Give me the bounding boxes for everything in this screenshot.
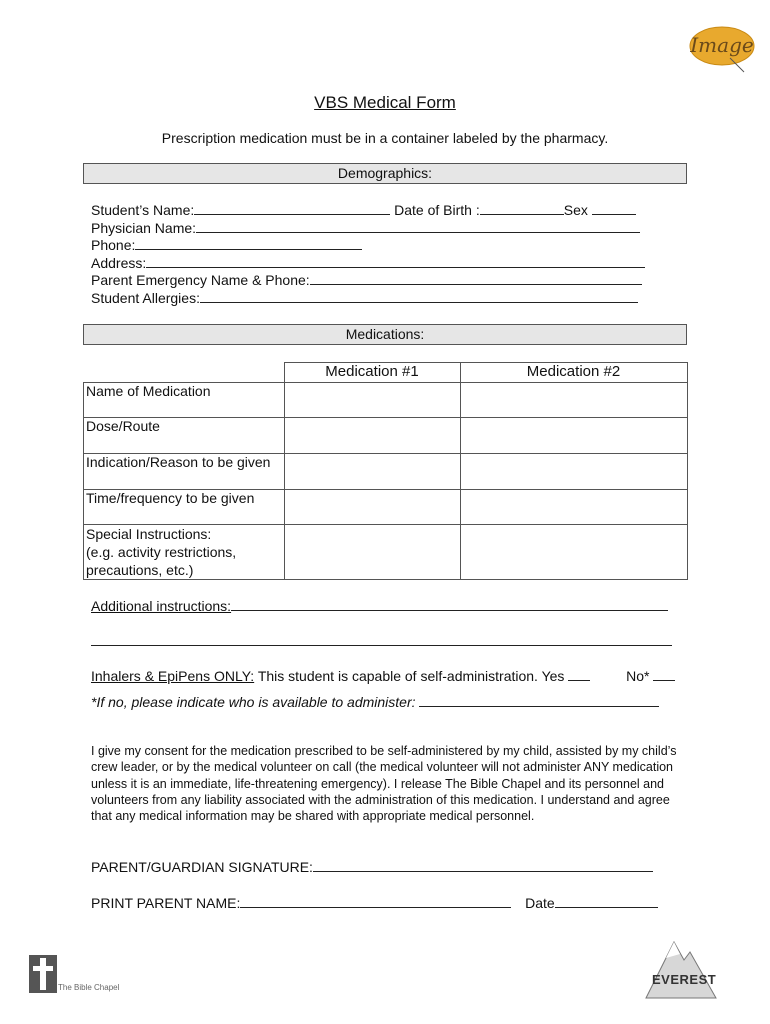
- table-row: [84, 525, 688, 580]
- table-row: [84, 454, 688, 490]
- date-field[interactable]: [555, 894, 658, 908]
- print-name-field[interactable]: [240, 894, 511, 908]
- sex-field[interactable]: [592, 201, 636, 215]
- table-row: [84, 490, 688, 525]
- allergies-field[interactable]: [200, 289, 638, 303]
- medication-1-cell[interactable]: [284, 383, 460, 418]
- bible-chapel-text: The Bible Chapel: [58, 983, 120, 992]
- medication-2-cell[interactable]: [460, 525, 687, 580]
- allergies-label: Student Allergies:: [91, 290, 200, 306]
- phone-field[interactable]: [135, 236, 362, 250]
- no-field[interactable]: [653, 667, 675, 681]
- medication-2-cell[interactable]: [460, 454, 687, 490]
- page-title: VBS Medical Form: [314, 93, 456, 112]
- medication-1-cell[interactable]: [284, 418, 460, 454]
- yes-field[interactable]: [568, 667, 590, 681]
- date-label: Date: [525, 895, 555, 911]
- row-label: Time/frequency to be given: [84, 490, 285, 525]
- image-logo: [686, 22, 760, 74]
- student-name-field[interactable]: [194, 201, 390, 215]
- address-field[interactable]: [146, 254, 645, 268]
- everest-logo: [640, 938, 720, 1004]
- subtitle: Prescription medication must be in a container labeled by the pharmacy.: [161, 130, 609, 146]
- inhalers-row: [91, 667, 675, 686]
- student-name-row: [91, 201, 636, 220]
- medication-1-cell[interactable]: [284, 490, 460, 525]
- consent-paragraph: I give my consent for the medication prescribed to be self-administered by my child, assisted by my child’s crew leader, or by the medical volunteer on call (the medical volunteer will not administer ANY medication unless it is an immediate, life-threatening emergency). I release The Bible Chapel and its personnel and volunteers from any liability associated with the administration of this medication. I understand and agree that any medical information may be shared with appropriate medical personnel.: [91, 744, 677, 824]
- administer-row: [91, 693, 659, 712]
- sex-label: Sex: [563, 202, 588, 218]
- additional-field[interactable]: [231, 597, 668, 611]
- administer-note: *If no, please indicate who is available to administer:: [91, 694, 416, 710]
- additional-row: [91, 597, 668, 616]
- blank-header-cell: [84, 363, 285, 383]
- no-label: No*: [626, 668, 650, 684]
- medication-1-cell[interactable]: [284, 454, 460, 490]
- everest-text: EVEREST: [652, 972, 717, 987]
- parent-emergency-label: Parent Emergency Name & Phone:: [91, 272, 310, 288]
- medication-2-header: Medication #2: [460, 363, 687, 383]
- allergies-row: [91, 289, 638, 308]
- demographics-header: Demographics:: [83, 163, 687, 184]
- signature-field[interactable]: [313, 858, 653, 872]
- medication-1-header: Medication #1: [284, 363, 460, 383]
- row-label: Indication/Reason to be given: [84, 454, 285, 490]
- bible-chapel-logo: [29, 955, 139, 995]
- table-row: [84, 418, 688, 454]
- additional-field-line-2[interactable]: [91, 645, 672, 646]
- table-header-row: [84, 363, 688, 383]
- inhalers-label: Inhalers & EpiPens ONLY:: [91, 668, 255, 684]
- dob-field[interactable]: [480, 201, 564, 215]
- address-row: [91, 254, 645, 273]
- dob-label: Date of Birth :: [394, 202, 480, 218]
- parent-emergency-row: [91, 271, 642, 290]
- physician-label: Physician Name:: [91, 220, 197, 236]
- student-name-label: Student’s Name:: [91, 202, 195, 218]
- medication-2-cell[interactable]: [460, 383, 687, 418]
- medication-2-cell[interactable]: [460, 418, 687, 454]
- medication-2-cell[interactable]: [460, 490, 687, 525]
- medications-table: [83, 362, 688, 580]
- parent-emergency-field[interactable]: [310, 271, 642, 285]
- inhalers-text: This student is capable of self-administration.: [257, 668, 538, 684]
- row-label: Special Instructions: (e.g. activity restrictions, precautions, etc.): [84, 525, 285, 580]
- administer-field[interactable]: [419, 693, 659, 707]
- print-name-label: PRINT PARENT NAME:: [91, 895, 241, 911]
- physician-row: [91, 219, 640, 238]
- medication-1-cell[interactable]: [284, 525, 460, 580]
- phone-row: [91, 236, 362, 255]
- image-logo-text: Image: [690, 33, 754, 57]
- print-name-row: [91, 894, 658, 913]
- row-label: Name of Medication: [84, 383, 285, 418]
- row-label: Dose/Route: [84, 418, 285, 454]
- medications-header: Medications:: [83, 324, 687, 345]
- table-row: [84, 383, 688, 418]
- signature-label: PARENT/GUARDIAN SIGNATURE:: [91, 859, 313, 875]
- yes-label: Yes: [541, 668, 565, 684]
- bible-chapel-icon: [29, 955, 57, 993]
- additional-label: Additional instructions:: [91, 598, 232, 614]
- physician-field[interactable]: [196, 219, 640, 233]
- address-label: Address:: [91, 255, 147, 271]
- phone-label: Phone:: [91, 237, 136, 253]
- signature-row: [91, 858, 653, 877]
